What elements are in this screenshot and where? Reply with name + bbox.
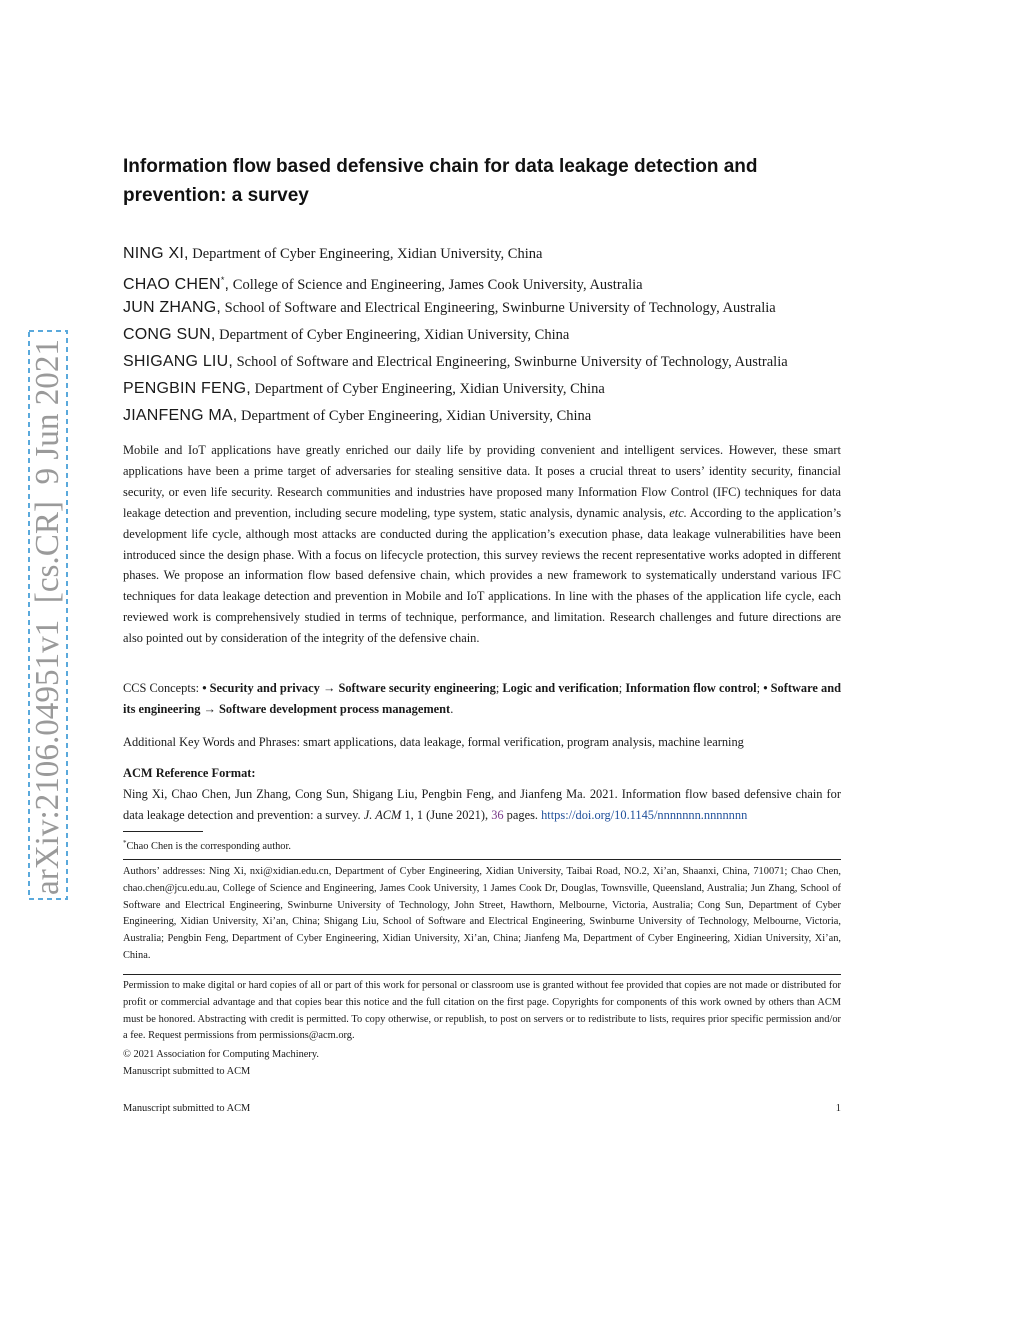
reference-heading: ACM Reference Format: <box>123 766 256 780</box>
abstract <box>123 440 841 649</box>
addresses-divider <box>123 859 841 860</box>
author-line <box>123 375 863 402</box>
authors-addresses: Authors’ addresses: Ning Xi, nxi@xidian.edu.cn, Department of Cyber Engineering, Xidian University, Taibai Road, NO.2, Xi’an, Shaanxi, China, 710071; Chao Chen, chao.chen@jcu.edu.au, College of Science and Engineering, James Cook University, 1 James Cook Dr, Douglas, Townsville, Queensland, Australia; Jun Zhang, School of Software and Electrical Engineering, Swinburne University of Technology, John Street, Hawthorn, Melbourne, Victoria, Australia; Cong Sun, Department of Cyber Engineering, Xidian University, Xi’an, China; Shigang Liu, School of Software and Electrical Engineering, Swinburne University of Technology, Melbourne, Victoria, Australia; Pengbin Feng, Department of Cyber Engineering, Xidian University, Xi’an, China; Jianfeng Ma, Department of Cyber Engineering, Xidian University, Xi’an, China. <box>123 866 841 961</box>
ccs-bullet: • <box>202 681 210 695</box>
ccs-separator: ; <box>618 681 626 695</box>
copyright-notice: © 2021 Association for Computing Machinery. <box>123 1049 319 1060</box>
permission-divider <box>123 974 841 975</box>
abstract-text-continued: According to the application’s development life cycle, although most attacks are conducted during the application’s execution phase, data leakage vulnerabilities have been introduced since the design phase. With a focus on lifecycle protection, this survey reviews the recent representative works adopted in different phases. We propose an information flow based defensive chain, which provides a new framework to systematically understand various IFC techniques for data leakage detection and prevention in Mobile and IoT applications. In line with the phases of the application life cycle, each reviewed work is comprehensively studied in terms of technique, performance, and limitation. Research challenges and future directions are also pointed out by consideration of the integrity of the defensive chain. <box>123 505 842 646</box>
author-affiliation: Department of Cyber Engineering, Xidian University, China <box>192 246 543 262</box>
pages-link[interactable]: 36 <box>491 808 504 822</box>
paper-title: Information flow based defensive chain for data leakage detection and prevention: a survey <box>123 156 758 206</box>
page-number: 1 <box>835 1103 841 1114</box>
corresponding-author-footnote <box>123 836 291 854</box>
ccs-arrow: → <box>319 681 339 695</box>
footnote-text: Chao Chen is the corresponding author. <box>126 841 291 852</box>
author-name: CONG SUN, <box>123 326 216 343</box>
author-name: PENGBIN FENG, <box>123 380 251 397</box>
author-name-text: CHAO CHEN <box>123 276 221 293</box>
author-affiliation: Department of Cyber Engineering, Xidian University, China <box>241 408 592 424</box>
arxiv-stamp-text: arXiv:2106.04951v1 [cs.CR] 9 Jun 2021 <box>29 330 66 895</box>
doi-link[interactable]: https://doi.org/10.1145/nnnnnnn.nnnnnnn <box>541 808 748 822</box>
ccs-separator: ; <box>756 681 764 695</box>
author-list <box>123 240 863 429</box>
footer-left: Manuscript submitted to ACM <box>123 1103 251 1114</box>
ccs-concept: Software and its engineering <box>123 681 841 716</box>
corresponding-mark: * <box>220 275 225 285</box>
author-name: NING XI, <box>123 245 189 262</box>
author-affiliation: College of Science and Engineering, James Cook University, Australia <box>232 277 643 293</box>
ccs-concepts <box>123 678 841 720</box>
author-affiliation: Department of Cyber Engineering, Xidian University, China <box>219 327 570 343</box>
author-comma: , <box>224 276 230 293</box>
author-line <box>123 402 863 429</box>
abstract-text: Mobile and IoT applications have greatly enriched our daily life by providing convenient and intelligent services. However, these smart applications have been a prime target of adversaries for stealing sensitive data. It poses a crucial threat to users’ identity security, financial security, or even life security. Research communities and industries have proposed many Information Flow Control (IFC) techniques for data leakage detection and prevention, including secure modeling, type system, static analysis, dynamic analysis, <box>123 443 841 520</box>
ccs-concept: Software security engineering <box>338 681 496 695</box>
keywords: Additional Key Words and Phrases: smart applications, data leakage, formal verification, program analysis, machine learning <box>123 735 744 749</box>
footnote-divider <box>123 831 203 832</box>
author-line <box>123 267 863 294</box>
ccs-end: . <box>450 702 454 716</box>
ccs-concept: Software development process management <box>219 702 451 716</box>
author-name <box>123 276 229 293</box>
reference-text: Ning Xi, Chao Chen, Jun Zhang, Cong Sun, Shigang Liu, Pengbin Feng, and Jianfeng Ma. 2021. Information flow based defensive chain for data leakage detection and prevention: a survey. <box>123 787 841 822</box>
footnote-mark: * <box>123 839 127 847</box>
author-affiliation: School of Software and Electrical Engineering, Swinburne University of Technology, Australia <box>224 300 776 316</box>
permission-notice: Permission to make digital or hard copies of all or part of this work for personal or classroom use is granted without fee provided that copies are not made or distributed for profit or commercial advantage and that copies bear this notice and the full citation on the first page. Copyrights for components of this work owned by others than ACM must be honored. Abstracting with credit is permitted. To copy otherwise, or republish, to post on servers or to redistribute to lists, requires prior specific permission and/or a fee. Request permissions from permissions@acm.org. <box>123 980 841 1042</box>
author-line <box>123 240 863 267</box>
ccs-bullet: • <box>763 681 771 695</box>
author-name: JUN ZHANG, <box>123 299 221 316</box>
author-name: SHIGANG LIU, <box>123 353 233 370</box>
reference-pages-suffix: pages. <box>503 808 542 822</box>
author-line <box>123 294 863 321</box>
ccs-separator: ; <box>495 681 503 695</box>
manuscript-note: Manuscript submitted to ACM <box>123 1066 251 1077</box>
reference-issue: 1, 1 (June 2021), <box>401 808 492 822</box>
arxiv-stamp <box>28 330 68 900</box>
reference-journal: J. ACM <box>363 808 402 822</box>
ccs-arrow: → <box>200 702 220 716</box>
ccs-label: CCS Concepts: <box>123 681 203 695</box>
author-name: JIANFENG MA, <box>123 407 238 424</box>
reference-format <box>123 784 841 826</box>
author-line <box>123 348 863 375</box>
ccs-concept: Information flow control <box>625 681 757 695</box>
author-line <box>123 321 863 348</box>
author-affiliation: Department of Cyber Engineering, Xidian University, China <box>254 381 605 397</box>
author-affiliation: School of Software and Electrical Engineering, Swinburne University of Technology, Australia <box>236 354 788 370</box>
ccs-concept: Logic and verification <box>502 681 619 695</box>
ccs-concept: Security and privacy <box>209 681 320 695</box>
abstract-italic: etc. <box>669 505 687 520</box>
